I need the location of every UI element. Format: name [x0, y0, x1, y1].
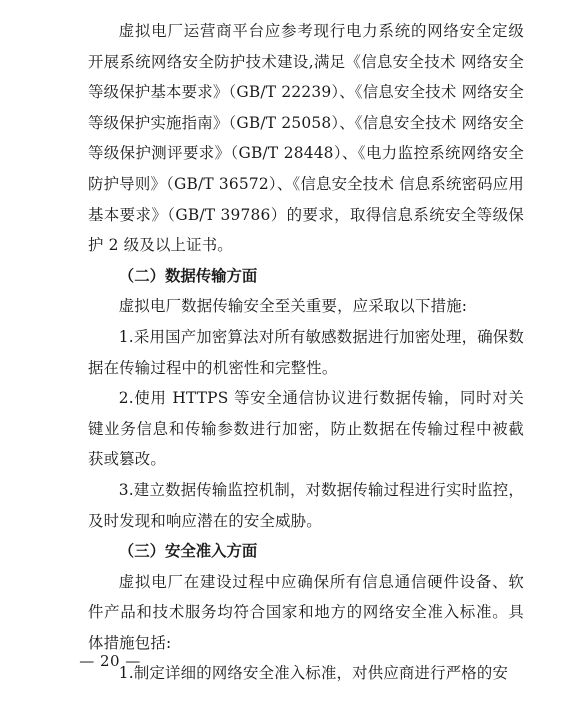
list-item-encryption: 1.采用国产加密算法对所有敏感数据进行加密处理，确保数据在传输过程中的机密性和完整性。 — [88, 327, 524, 377]
section-heading-security-access: （三）安全准入方面 — [118, 542, 258, 561]
paragraph-transmission-intro: 虚拟电厂数据传输安全至关重要，应采取以下措施: — [118, 297, 468, 316]
list-item-access-standards: 1.制定详细的网络安全准入标准，对供应商进行严格的安 — [118, 664, 509, 683]
paragraph-security-standards: 虚拟电厂运营商平台应参考现行电力系统的网络安全定级开展系统网络安全防护技术建设,满足《信息安全技术 网络安全等级保护基本要求》（GB/T 22239）、《信息安全技术 网络安全等级保护实施指南》（GB/T 25058）、《信息安全技术 网络安全等级保护测评要求》（GB/T 28448）、《电力监控系统网络安全防护导则》（GB/T 36572）、《信息安全技术 信息系统密码应用基本要求》（GB/T 39786）的要求，取得信息系统安全等级保护 2 级及以上证书。 — [88, 22, 524, 255]
list-item-monitoring: 3.建立数据传输监控机制，对数据传输过程进行实时监控，及时发现和响应潜在的安全威胁。 — [88, 480, 524, 530]
list-item-https: 2.使用 HTTPS 等安全通信协议进行数据传输，同时对关键业务信息和传输参数进行加密，防止数据在传输过程中被截获或篡改。 — [88, 389, 524, 469]
document-body — [88, 16, 524, 689]
paragraph-access-intro: 虚拟电厂在建设过程中应确保所有信息通信硬件设备、软件产品和技术服务均符合国家和地方的网络安全准入标准。具体措施包括: — [88, 572, 524, 652]
page-number: — 20 — — [79, 652, 141, 670]
section-heading-data-transmission: （二）数据传输方面 — [118, 266, 258, 285]
